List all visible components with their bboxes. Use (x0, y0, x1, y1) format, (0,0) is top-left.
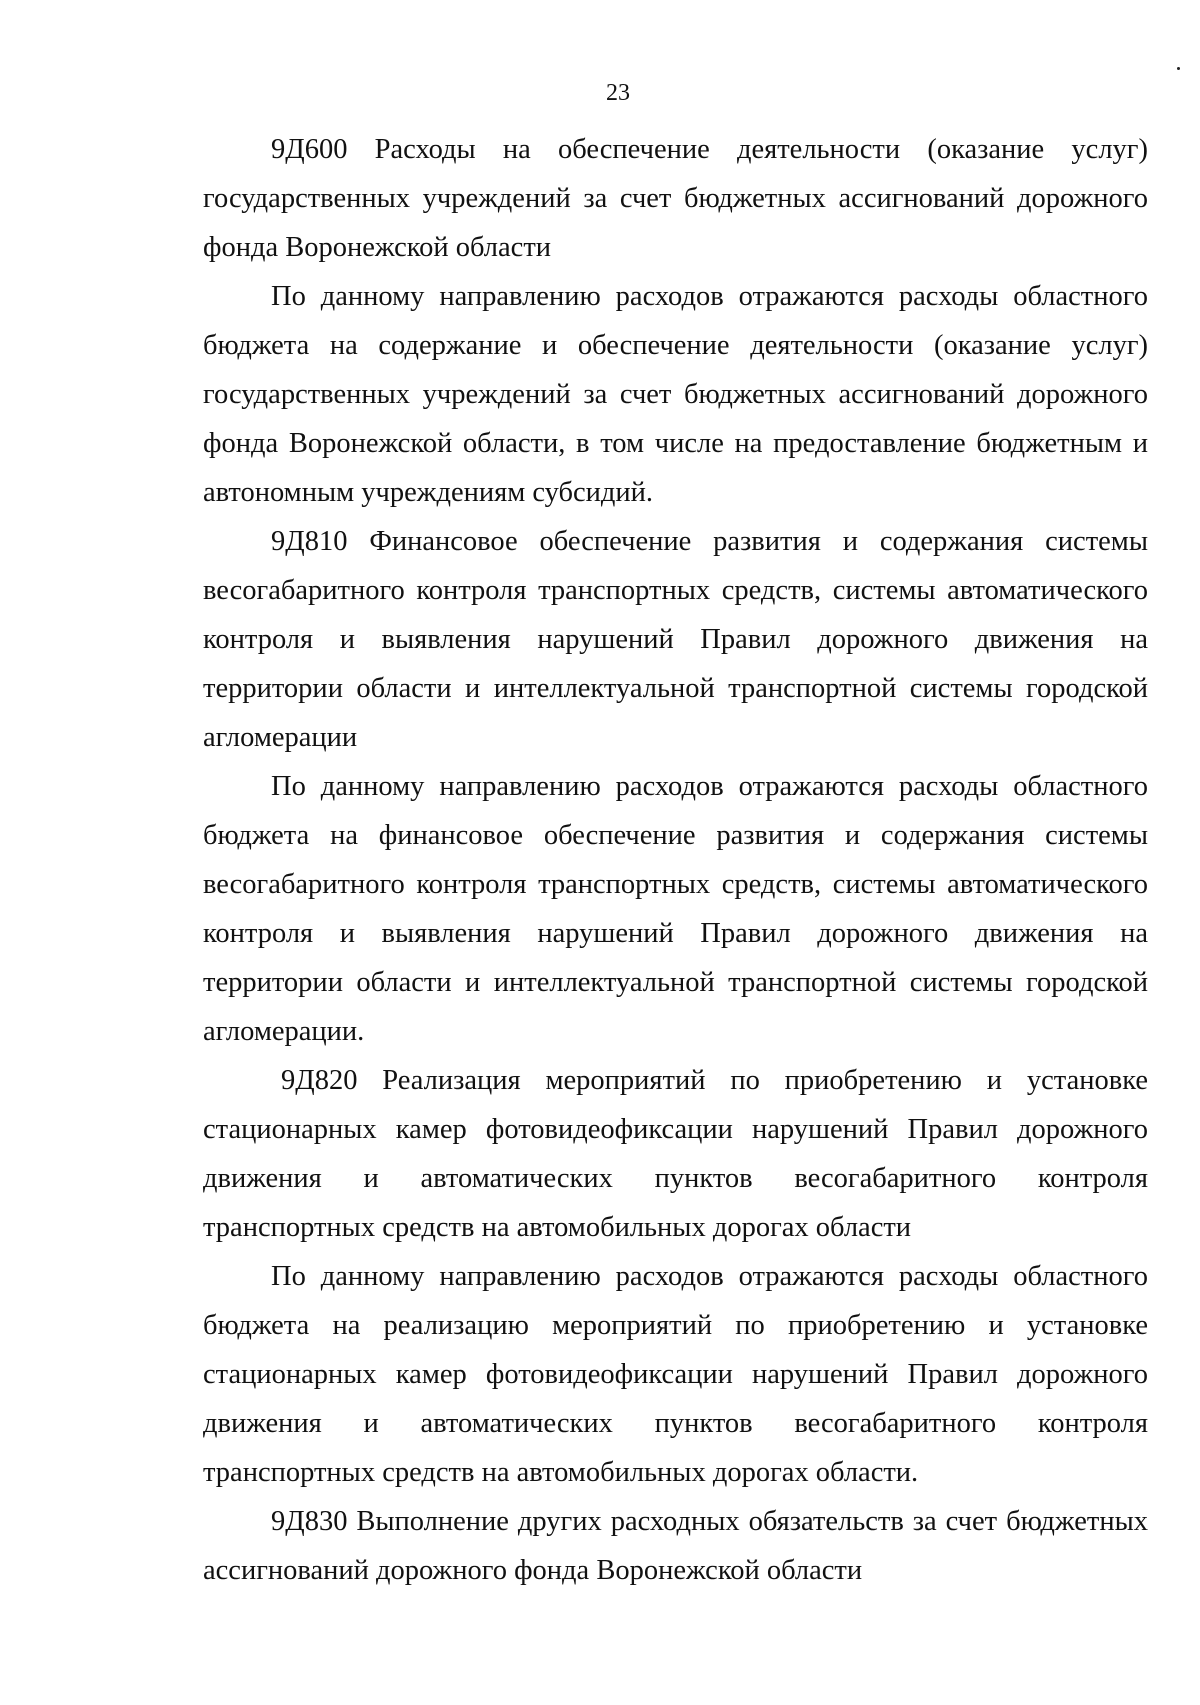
section-description-9d810: По данному направлению расходов отражаются расходы областного бюджета на финансовое обеспечение развития и содержания системы весогабаритного контроля транспортных средств, системы автоматического контроля и выявления нарушений Правил дорожного движения на территории области и интеллектуальной транспортной системы городской агломерации. (203, 771, 1148, 1047)
document-body (203, 125, 1148, 1595)
section-heading-9d600: 9Д600 Расходы на обеспечение деятельности (оказание услуг) государственных учреждений за счет бюджетных ассигнований дорожного фонда Воронежской области (203, 134, 1148, 263)
section-heading-9d810: 9Д810 Финансовое обеспечение развития и содержания системы весогабаритного контроля транспортных средств, системы автоматического контроля и выявления нарушений Правил дорожного движения на территории области и интеллектуальной транспортной системы городской агломерации (203, 526, 1148, 753)
scan-artifact-dot (1177, 67, 1180, 70)
section-description-9d820: По данному направлению расходов отражаются расходы областного бюджета на реализацию мероприятий по приобретению и установке стационарных камер фотовидеофиксации нарушений Правил дорожного движения и автоматических пунктов весогабаритного контроля транспортных средств на автомобильных дорогах области. (203, 1261, 1148, 1488)
section-description-9d600: По данному направлению расходов отражаются расходы областного бюджета на содержание и обеспечение деятельности (оказание услуг) государственных учреждений за счет бюджетных ассигнований дорожного фонда Воронежской области, в том числе на предоставление бюджетным и автономным учреждениям субсидий. (203, 281, 1148, 508)
page-number: 23 (606, 80, 630, 106)
section-heading-9d830: 9Д830 Выполнение других расходных обязательств за счет бюджетных ассигнований дорожного фонда Воронежской области (203, 1506, 1148, 1586)
section-heading-9d820: 9Д820 Реализация мероприятий по приобретению и установке стационарных камер фотовидеофиксации нарушений Правил дорожного движения и автоматических пунктов весогабаритного контроля транспортных средств на автомобильных дорогах области (203, 1065, 1148, 1243)
